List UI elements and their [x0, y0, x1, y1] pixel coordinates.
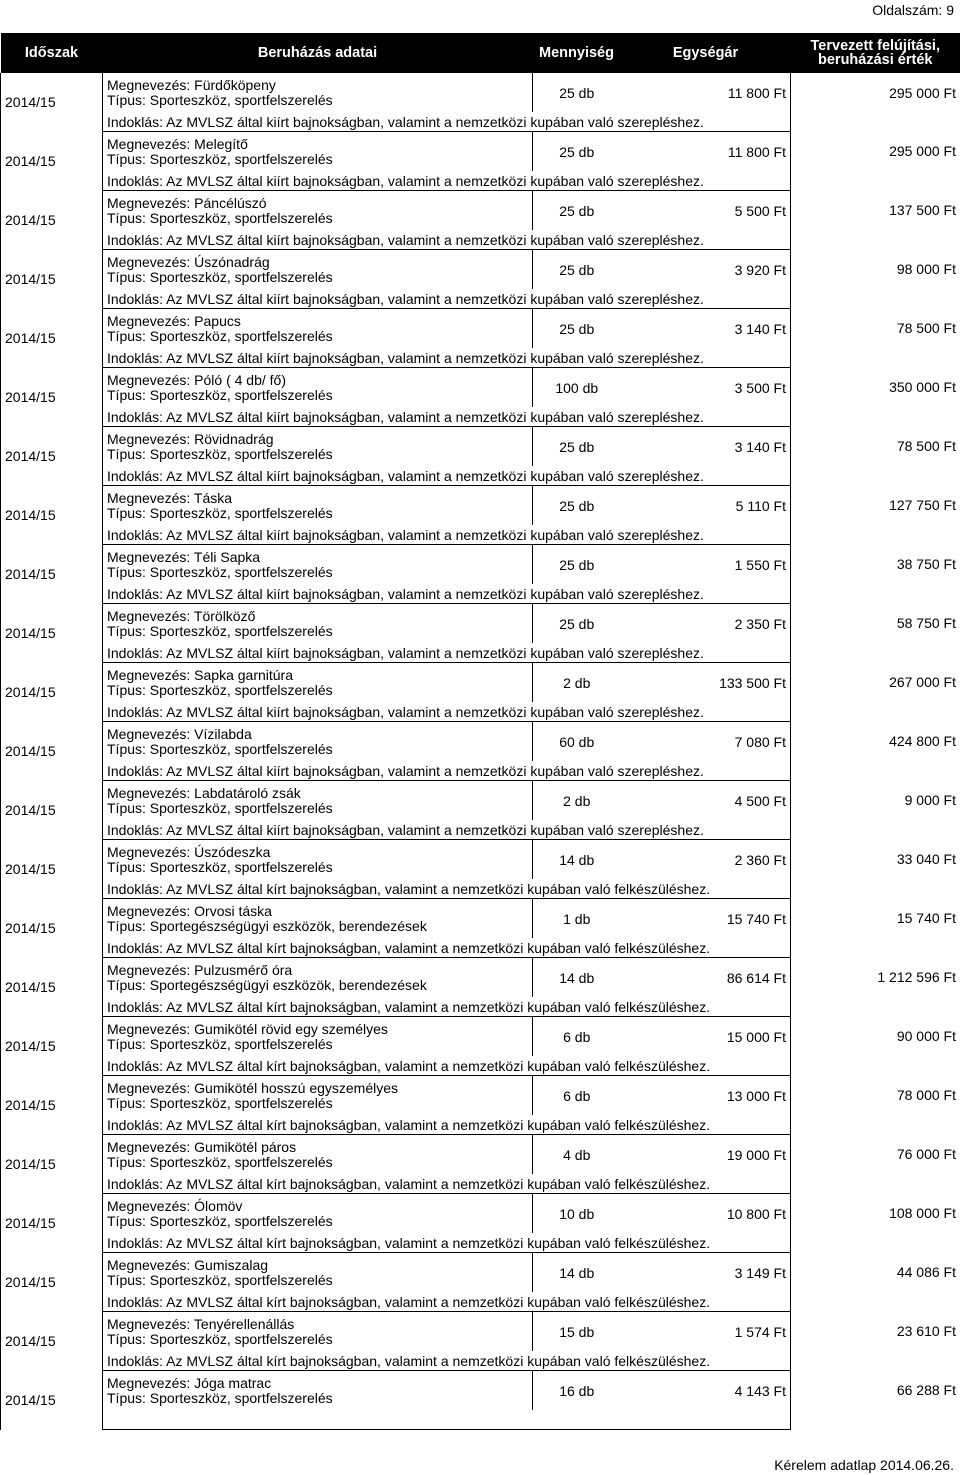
value-cell: 127 750 Ft — [889, 497, 956, 514]
description-cell — [103, 1253, 533, 1293]
period-cell: 2014/15 — [1, 1194, 103, 1253]
table-row-reason — [1, 112, 960, 132]
reason-filler — [791, 230, 960, 250]
item-name: Megnevezés: Tenyérellenállás — [107, 1315, 295, 1332]
description-cell — [103, 1194, 533, 1234]
table-row-reason — [1, 997, 960, 1017]
value-cell: 295 000 Ft — [889, 143, 956, 160]
reason-filler — [791, 761, 960, 781]
reason-cell: Indoklás: Az MVLSZ által kiírt bajnokságban, valamint a nemzetközi kupában való szerepléshez. — [103, 761, 791, 781]
table-row-reason — [1, 171, 960, 191]
quantity-cell: 2 db — [533, 781, 621, 821]
value-cell: 9 000 Ft — [904, 792, 956, 809]
period-cell: 2014/15 — [1, 1017, 103, 1076]
item-type: Típus: Sporteszköz, sportfelszerelés — [107, 1330, 333, 1347]
item-type: Típus: Sporteszköz, sportfelszerelés — [107, 445, 333, 462]
quantity-cell: 14 db — [533, 1253, 621, 1293]
period-cell: 2014/15 — [1, 250, 103, 309]
reason-cell: Indoklás: Az MVLSZ által kiírt bajnokságban, valamint a nemzetközi kupában való szerepléshez. — [103, 466, 791, 486]
reason-cell: Indoklás: Az MVLSZ által kírt bajnokságban, valamint a nemzetközi kupában való felkészüléshez. — [103, 1233, 791, 1253]
reason-filler — [791, 289, 960, 309]
description-cell — [103, 899, 533, 939]
period-cell: 2014/15 — [1, 899, 103, 958]
quantity-cell: 2 db — [533, 663, 621, 703]
description-cell — [103, 722, 533, 762]
unit-price-cell: 15 000 Ft — [621, 1017, 791, 1057]
period-cell: 2014/15 — [1, 427, 103, 486]
unit-price-cell: 133 500 Ft — [621, 663, 791, 703]
item-name: Megnevezés: Melegítő — [107, 135, 248, 152]
quantity-cell: 1 db — [533, 899, 621, 939]
header-unit-price: Egységár — [621, 33, 791, 73]
table-row-reason — [1, 938, 960, 958]
value-cell: 78 500 Ft — [896, 438, 956, 455]
quantity-cell: 10 db — [533, 1194, 621, 1234]
table-row-reason — [1, 230, 960, 250]
item-name: Megnevezés: Úszódeszka — [107, 843, 271, 860]
description-cell — [103, 1017, 533, 1057]
reason-filler — [791, 348, 960, 368]
value-cell: 23 610 Ft — [896, 1323, 956, 1340]
reason-cell: Indoklás: Az MVLSZ által kírt bajnokságban, valamint a nemzetközi kupában való felkészüléshez. — [103, 1056, 791, 1076]
reason-filler — [791, 879, 960, 899]
value-cell: 295 000 Ft — [889, 84, 956, 101]
item-name: Megnevezés: Téli Sapka — [107, 548, 261, 565]
table-row-reason — [1, 289, 960, 309]
item-type: Típus: Sporteszköz, sportfelszerelés — [107, 327, 333, 344]
quantity-cell: 25 db — [533, 250, 621, 290]
description-cell — [103, 191, 533, 231]
table-row — [1, 1135, 960, 1175]
table-row — [1, 722, 960, 762]
reason-filler — [791, 1056, 960, 1076]
unit-price-cell: 2 360 Ft — [621, 840, 791, 880]
page-number: Oldalszám: 9 — [872, 2, 954, 18]
value-cell: 78 500 Ft — [896, 320, 956, 337]
item-type: Típus: Sporteszköz, sportfelszerelés — [107, 504, 333, 521]
unit-price-cell: 11 800 Ft — [621, 132, 791, 172]
quantity-cell: 25 db — [533, 191, 621, 231]
table-row-reason — [1, 702, 960, 722]
quantity-cell: 25 db — [533, 132, 621, 172]
reason-filler — [791, 1292, 960, 1312]
unit-price-cell: 3 500 Ft — [621, 368, 791, 408]
investment-table — [0, 33, 960, 1430]
reason-cell: Indoklás: Az MVLSZ által kiírt bajnokságban, valamint a nemzetközi kupában való szerepléshez. — [103, 820, 791, 840]
quantity-cell: 25 db — [533, 604, 621, 644]
reason-cell: Indoklás: Az MVLSZ által kiírt bajnokságban, valamint a nemzetközi kupában való szerepléshez. — [103, 348, 791, 368]
description-cell — [103, 250, 533, 290]
period-cell: 2014/15 — [1, 1135, 103, 1194]
item-name: Megnevezés: Pulzusmérő óra — [107, 961, 293, 978]
reason-filler — [791, 584, 960, 604]
table-row-reason — [1, 525, 960, 545]
reason-cell: Indoklás: Az MVLSZ által kírt bajnokságban, valamint a nemzetközi kupában való felkészüléshez. — [103, 879, 791, 899]
unit-price-cell: 4 500 Ft — [621, 781, 791, 821]
table-row-reason — [1, 1351, 960, 1371]
table-row-reason — [1, 1292, 960, 1312]
description-cell — [103, 781, 533, 821]
period-cell: 2014/15 — [1, 663, 103, 722]
table-row-reason — [1, 820, 960, 840]
value-cell: 33 040 Ft — [896, 851, 956, 868]
quantity-cell: 6 db — [533, 1076, 621, 1116]
table-header-row — [1, 33, 960, 73]
unit-price-cell: 7 080 Ft — [621, 722, 791, 762]
item-name: Megnevezés: Gumikötél rövid egy személyes — [107, 1020, 388, 1037]
table-row — [1, 1253, 960, 1293]
description-cell — [103, 663, 533, 703]
reason-filler — [791, 938, 960, 958]
item-type: Típus: Sporteszköz, sportfelszerelés — [107, 386, 333, 403]
value-cell: 90 000 Ft — [896, 1028, 956, 1045]
quantity-cell: 25 db — [533, 545, 621, 585]
period-cell: 2014/15 — [1, 958, 103, 1017]
header-quantity: Mennyiség — [533, 33, 621, 73]
header-value-line2: beruházási érték — [818, 52, 933, 68]
value-cell: 15 740 Ft — [896, 910, 956, 927]
description-cell — [103, 427, 533, 467]
table-row — [1, 604, 960, 644]
unit-price-cell: 13 000 Ft — [621, 1076, 791, 1116]
value-cell: 44 086 Ft — [896, 1264, 956, 1281]
item-name: Megnevezés: Labdatároló zsák — [107, 784, 301, 801]
header-value-line1: Tervezett felújítási, — [810, 38, 940, 54]
reason-cell: Indoklás: Az MVLSZ által kiírt bajnokságban, valamint a nemzetközi kupában való szerepléshez. — [103, 230, 791, 250]
reason-filler — [791, 820, 960, 840]
value-cell: 350 000 Ft — [889, 379, 956, 396]
table-row — [1, 1371, 960, 1411]
item-name: Megnevezés: Gumikötél páros — [107, 1138, 297, 1155]
table-row-reason — [1, 1056, 960, 1076]
table-row-reason — [1, 584, 960, 604]
unit-price-cell: 5 110 Ft — [621, 486, 791, 526]
table-row — [1, 1312, 960, 1352]
unit-price-cell: 3 920 Ft — [621, 250, 791, 290]
description-cell — [103, 368, 533, 408]
table-row-reason — [1, 1410, 960, 1430]
table-row — [1, 840, 960, 880]
reason-cell: Indoklás: Az MVLSZ által kírt bajnokságban, valamint a nemzetközi kupában való felkészüléshez. — [103, 1351, 791, 1371]
item-type: Típus: Sporteszköz, sportfelszerelés — [107, 1271, 333, 1288]
description-cell — [103, 1312, 533, 1352]
table-row — [1, 368, 960, 408]
reason-cell: Indoklás: Az MVLSZ által kiírt bajnokságban, valamint a nemzetközi kupában való szerepléshez. — [103, 112, 791, 132]
reason-filler — [791, 643, 960, 663]
table-row — [1, 250, 960, 290]
item-name: Megnevezés: Jóga matrac — [107, 1374, 272, 1391]
unit-price-cell: 2 350 Ft — [621, 604, 791, 644]
item-name: Megnevezés: Páncélúszó — [107, 194, 267, 211]
reason-filler — [791, 1351, 960, 1371]
item-type: Típus: Sporteszköz, sportfelszerelés — [107, 622, 333, 639]
item-type: Típus: Sporteszköz, sportfelszerelés — [107, 740, 333, 757]
table-row-reason — [1, 466, 960, 486]
quantity-cell: 16 db — [533, 1371, 621, 1411]
reason-cell: Indoklás: Az MVLSZ által kiírt bajnokságban, valamint a nemzetközi kupában való szerepléshez. — [103, 525, 791, 545]
table-row — [1, 309, 960, 349]
period-cell: 2014/15 — [1, 781, 103, 840]
item-type: Típus: Sporteszköz, sportfelszerelés — [107, 1035, 333, 1052]
description-cell — [103, 958, 533, 998]
table-row — [1, 427, 960, 467]
quantity-cell: 14 db — [533, 840, 621, 880]
reason-filler — [791, 1174, 960, 1194]
table-row — [1, 486, 960, 526]
value-cell: 98 000 Ft — [896, 261, 956, 278]
value-cell: 78 000 Ft — [896, 1087, 956, 1104]
value-cell: 76 000 Ft — [896, 1146, 956, 1163]
item-name: Megnevezés: Rövidnadrág — [107, 430, 274, 447]
period-cell: 2014/15 — [1, 486, 103, 545]
unit-price-cell: 10 800 Ft — [621, 1194, 791, 1234]
item-name: Megnevezés: Törölköző — [107, 607, 256, 624]
value-cell: 66 288 Ft — [896, 1382, 956, 1399]
table-row-reason — [1, 643, 960, 663]
period-cell: 2014/15 — [1, 1253, 103, 1312]
header-investment: Beruházás adatai — [103, 33, 533, 73]
unit-price-cell: 5 500 Ft — [621, 191, 791, 231]
description-cell — [103, 132, 533, 172]
quantity-cell: 25 db — [533, 309, 621, 349]
reason-cell: Indoklás: Az MVLSZ által kiírt bajnokságban, valamint a nemzetközi kupában való szerepléshez. — [103, 407, 791, 427]
value-cell: 108 000 Ft — [889, 1205, 956, 1222]
item-type: Típus: Sporteszköz, sportfelszerelés — [107, 681, 333, 698]
quantity-cell: 100 db — [533, 368, 621, 408]
reason-cell: Indoklás: Az MVLSZ által kírt bajnokságban, valamint a nemzetközi kupában való felkészüléshez. — [103, 997, 791, 1017]
quantity-cell: 15 db — [533, 1312, 621, 1352]
footer-text: Kérelem adatlap 2014.06.26. — [774, 1457, 954, 1473]
reason-cell: Indoklás: Az MVLSZ által kírt bajnokságban, valamint a nemzetközi kupában való felkészüléshez. — [103, 1292, 791, 1312]
value-cell: 137 500 Ft — [889, 202, 956, 219]
table-row — [1, 1194, 960, 1234]
quantity-cell: 25 db — [533, 427, 621, 467]
period-cell: 2014/15 — [1, 368, 103, 427]
description-cell — [103, 1371, 533, 1411]
value-cell: 58 750 Ft — [896, 615, 956, 632]
reason-filler — [791, 1233, 960, 1253]
unit-price-cell: 1 550 Ft — [621, 545, 791, 585]
item-name: Megnevezés: Orvosi táska — [107, 902, 272, 919]
description-cell — [103, 1076, 533, 1116]
item-name: Megnevezés: Úszónadrág — [107, 253, 270, 270]
item-type: Típus: Sporteszköz, sportfelszerelés — [107, 1153, 333, 1170]
quantity-cell: 4 db — [533, 1135, 621, 1175]
reason-cell: Indoklás: Az MVLSZ által kiírt bajnokságban, valamint a nemzetközi kupában való szerepléshez. — [103, 702, 791, 722]
description-cell — [103, 604, 533, 644]
reason-filler — [791, 112, 960, 132]
reason-filler — [791, 1115, 960, 1135]
period-cell: 2014/15 — [1, 73, 103, 132]
reason-cell: Indoklás: Az MVLSZ által kiírt bajnokságban, valamint a nemzetközi kupában való szerepléshez. — [103, 171, 791, 191]
item-type: Típus: Sporteszköz, sportfelszerelés — [107, 1094, 333, 1111]
table-row — [1, 191, 960, 231]
table-row — [1, 781, 960, 821]
item-type: Típus: Sporteszköz, sportfelszerelés — [107, 209, 333, 226]
reason-filler — [791, 997, 960, 1017]
reason-filler — [791, 702, 960, 722]
reason-cell: Indoklás: Az MVLSZ által kiírt bajnokságban, valamint a nemzetközi kupában való szerepléshez. — [103, 643, 791, 663]
period-cell: 2014/15 — [1, 132, 103, 191]
quantity-cell: 25 db — [533, 73, 621, 112]
item-name: Megnevezés: Ólomöv — [107, 1197, 243, 1214]
item-type: Típus: Sportegészségügyi eszközök, berendezések — [107, 976, 427, 993]
item-type: Típus: Sporteszköz, sportfelszerelés — [107, 268, 333, 285]
table-row-reason — [1, 407, 960, 427]
period-cell: 2014/15 — [1, 722, 103, 781]
period-cell: 2014/15 — [1, 1371, 103, 1430]
value-cell: 38 750 Ft — [896, 556, 956, 573]
period-cell: 2014/15 — [1, 309, 103, 368]
description-cell — [103, 309, 533, 349]
unit-price-cell: 3 140 Ft — [621, 309, 791, 349]
item-type: Típus: Sporteszköz, sportfelszerelés — [107, 1212, 333, 1229]
item-type: Típus: Sporteszköz, sportfelszerelés — [107, 799, 333, 816]
item-name: Megnevezés: Papucs — [107, 312, 241, 329]
item-name: Megnevezés: Gumiszalag — [107, 1256, 269, 1273]
table-row — [1, 545, 960, 585]
reason-cell: Indoklás: Az MVLSZ által kírt bajnokságban, valamint a nemzetközi kupában való felkészüléshez. — [103, 938, 791, 958]
table-row-reason — [1, 879, 960, 899]
item-name: Megnevezés: Gumikötél hosszú egyszemélyes — [107, 1079, 399, 1096]
reason-cell: Indoklás: Az MVLSZ által kiírt bajnokságban, valamint a nemzetközi kupában való szerepléshez. — [103, 584, 791, 604]
quantity-cell: 25 db — [533, 486, 621, 526]
item-type: Típus: Sporteszköz, sportfelszerelés — [107, 91, 333, 108]
item-name: Megnevezés: Vízilabda — [107, 725, 252, 742]
description-cell — [103, 486, 533, 526]
period-cell: 2014/15 — [1, 1076, 103, 1135]
period-cell: 2014/15 — [1, 545, 103, 604]
unit-price-cell: 19 000 Ft — [621, 1135, 791, 1175]
item-type: Típus: Sporteszköz, sportfelszerelés — [107, 150, 333, 167]
header-value — [791, 33, 960, 73]
unit-price-cell: 15 740 Ft — [621, 899, 791, 939]
reason-cell: Indoklás: Az MVLSZ által kiírt bajnokságban, valamint a nemzetközi kupában való szerepléshez. — [103, 289, 791, 309]
reason-cell: Indoklás: Az MVLSZ által kírt bajnokságban, valamint a nemzetközi kupában való felkészüléshez. — [103, 1115, 791, 1135]
description-cell — [103, 840, 533, 880]
unit-price-cell: 86 614 Ft — [621, 958, 791, 998]
table-row — [1, 132, 960, 172]
header-period: Időszak — [1, 33, 103, 73]
unit-price-cell: 11 800 Ft — [621, 73, 791, 112]
quantity-cell: 60 db — [533, 722, 621, 762]
unit-price-cell: 4 143 Ft — [621, 1371, 791, 1411]
table-row — [1, 1017, 960, 1057]
item-type: Típus: Sporteszköz, sportfelszerelés — [107, 858, 333, 875]
item-type: Típus: Sporteszköz, sportfelszerelés — [107, 1389, 333, 1406]
period-cell: 2014/15 — [1, 604, 103, 663]
item-name: Megnevezés: Fürdőköpeny — [107, 76, 276, 93]
table-row-reason — [1, 1233, 960, 1253]
unit-price-cell: 3 140 Ft — [621, 427, 791, 467]
reason-filler — [791, 407, 960, 427]
quantity-cell: 6 db — [533, 1017, 621, 1057]
period-cell: 2014/15 — [1, 1312, 103, 1371]
table-row — [1, 663, 960, 703]
description-cell — [103, 545, 533, 585]
table-row-reason — [1, 1174, 960, 1194]
item-type: Típus: Sportegészségügyi eszközök, berendezések — [107, 917, 427, 934]
table-row-reason — [1, 348, 960, 368]
item-name: Megnevezés: Sapka garnitúra — [107, 666, 293, 683]
reason-filler — [791, 1410, 960, 1430]
reason-filler — [791, 466, 960, 486]
value-cell: 424 800 Ft — [889, 733, 956, 750]
quantity-cell: 14 db — [533, 958, 621, 998]
reason-filler — [791, 171, 960, 191]
table-row — [1, 958, 960, 998]
table-row — [1, 1076, 960, 1116]
reason-filler — [791, 525, 960, 545]
table-row — [1, 899, 960, 939]
value-cell: 267 000 Ft — [889, 674, 956, 691]
reason-cell: Indoklás: Az MVLSZ által kírt bajnokságban, valamint a nemzetközi kupában való felkészüléshez. — [103, 1174, 791, 1194]
table-row — [1, 73, 960, 112]
description-cell — [103, 1135, 533, 1175]
item-name: Megnevezés: Táska — [107, 489, 233, 506]
unit-price-cell: 3 149 Ft — [621, 1253, 791, 1293]
item-type: Típus: Sporteszköz, sportfelszerelés — [107, 563, 333, 580]
description-cell — [103, 73, 533, 112]
period-cell: 2014/15 — [1, 840, 103, 899]
unit-price-cell: 1 574 Ft — [621, 1312, 791, 1352]
item-name: Megnevezés: Póló ( 4 db/ fő) — [107, 371, 286, 388]
period-cell: 2014/15 — [1, 191, 103, 250]
value-cell: 1 212 596 Ft — [877, 969, 956, 986]
table-row-reason — [1, 1115, 960, 1135]
table-row-reason — [1, 761, 960, 781]
reason-cell — [103, 1410, 791, 1430]
